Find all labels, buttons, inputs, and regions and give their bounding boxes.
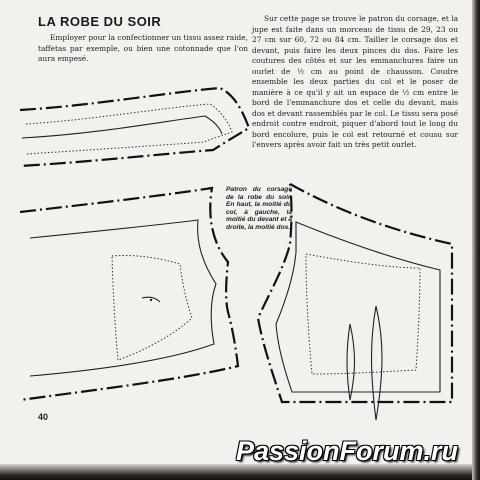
front-bodice-pattern <box>20 188 238 400</box>
page-title: LA ROBE DU SOIR <box>38 14 162 29</box>
book-spine <box>472 0 480 480</box>
intro-paragraph: Employer pour la confectionner un tissu assez raide, taffetas par exemple, ou bien une cotonnade que l'on aura empesé. <box>38 33 248 63</box>
watermark: PassionForum.ru <box>235 436 458 466</box>
page-number: 40 <box>38 412 49 422</box>
instructions-paragraph: Sur cette page se trouve le patron du corsage, et la jupe est faite dans un morceau de tissu de 29, 23 ou 27 cm sur 60, 72 ou 84 cm. Tailler le corsage dos et devant, puis faire les deux pinces du dos. Faire les coutures des côtés et sur les emmanchures faire un ourlet de ½ cm au point de chausson. Coudre ensemble les deux parties du col et le poser de manière à ce qu'il y ait un espace de ½ cm entre le bord de l'emmanchure dos et celle du devant, mais dos et devant rassemblés par le col. Le tissu sera posé endroit contre endroit, piquer d'abord tout le long du bord encolure, puis le col est retourné et cousu sur l'envers après avoir fait un très petit ourlet. <box>252 14 458 149</box>
collar-pattern <box>20 88 249 166</box>
pattern-caption: Patron du corsage de la robe du soir. En haut, la moitié du col, à gauche, la moitié du devant et à droite, la moitié dos. <box>226 186 292 231</box>
